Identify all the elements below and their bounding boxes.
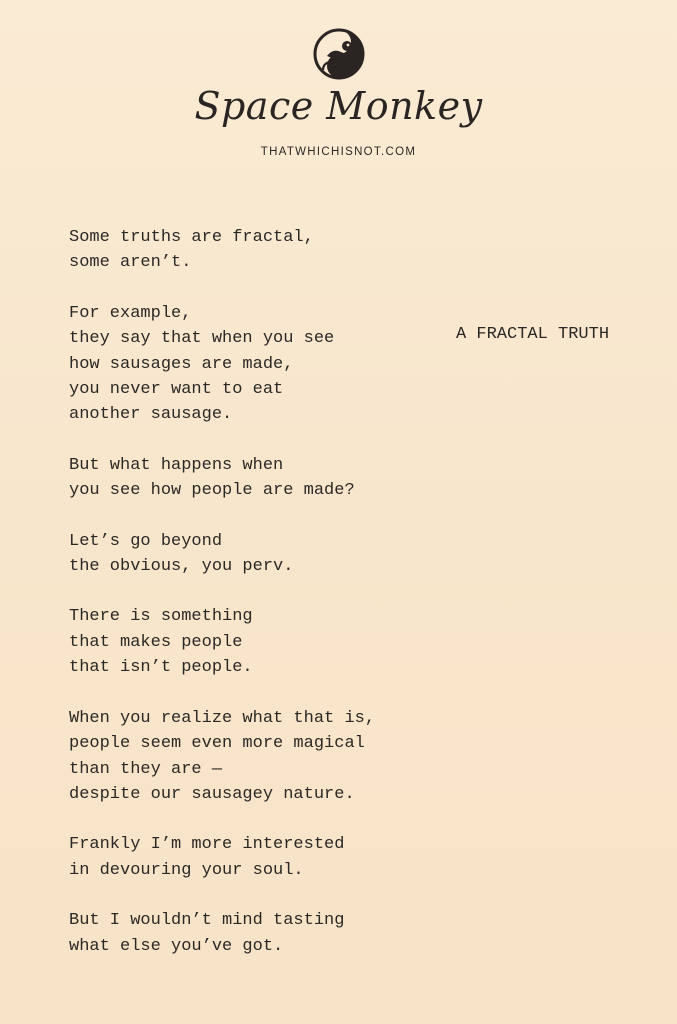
poem-line: you never want to eat	[69, 380, 284, 400]
poem-line: that makes people	[69, 632, 243, 652]
space-monkey-logo-icon	[311, 26, 367, 82]
poem-line: But what happens when	[69, 455, 284, 475]
poem-line: despite our sausagey nature.	[69, 784, 355, 804]
poem-line: people seem even more magical	[69, 734, 365, 754]
poem-line: There is something	[69, 607, 253, 627]
poem-line: Let’s go beyond	[69, 531, 223, 551]
poem-line: what else you’ve got.	[69, 936, 284, 956]
poem-stanza	[69, 453, 429, 504]
poem-line: they say that when you see	[69, 329, 335, 349]
poem-line: the obvious, you perv.	[69, 557, 294, 577]
poem-line: some aren’t.	[69, 253, 192, 273]
poem-stanza	[69, 225, 429, 276]
poem-body	[69, 225, 429, 984]
poem-line: how sausages are made,	[69, 354, 294, 374]
poem-line: Some truths are fractal,	[69, 228, 314, 247]
poem-line: But I wouldn’t mind tasting	[69, 911, 345, 931]
poem-line: that isn’t people.	[69, 658, 253, 678]
poem-line: Frankly I’m more interested	[69, 835, 345, 855]
poem-line: you see how people are made?	[69, 481, 355, 501]
poem-stanza	[69, 706, 429, 808]
poem-line: in devouring your soul.	[69, 860, 304, 880]
poem-line: another sausage.	[69, 405, 233, 425]
poem-line: For example,	[69, 303, 192, 323]
logo	[0, 26, 677, 87]
poem-stanza	[69, 604, 429, 680]
site-url: THATWHICHISNOT.COM	[260, 146, 417, 158]
poem-stanza	[69, 832, 429, 883]
poem-stanza	[69, 908, 429, 959]
poem-stanza	[69, 301, 429, 428]
poem-title: A FRACTAL TRUTH	[456, 325, 610, 344]
poem-line: than they are —	[69, 759, 223, 779]
brand-title: Space Monkey	[194, 84, 483, 128]
poem-line: When you realize what that is,	[69, 708, 376, 728]
poem-stanza	[69, 529, 429, 580]
